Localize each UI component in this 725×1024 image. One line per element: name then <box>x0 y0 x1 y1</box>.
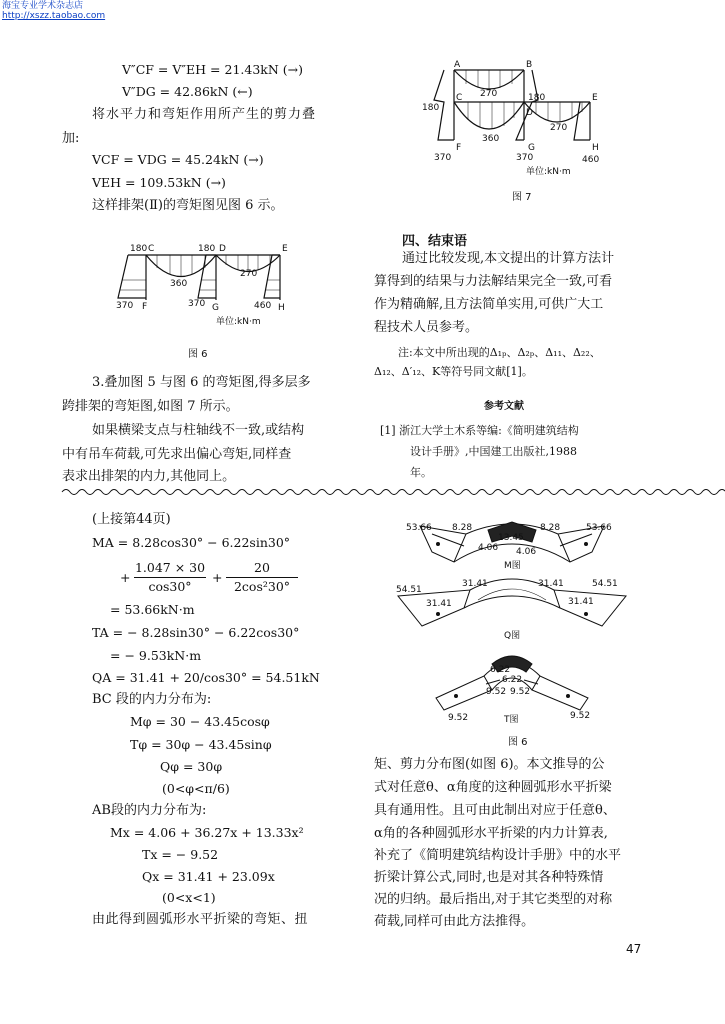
summary-line6: 折梁计算公式,同时,也是对其各种特殊情 <box>374 870 604 885</box>
t-label-9-52-inner-left: 9.52 <box>486 687 507 697</box>
figure-6-caption: 图 6 <box>188 349 208 360</box>
figure-7-unit: 单位:kN·m <box>526 167 571 177</box>
label-460-h: 460 <box>254 301 272 311</box>
figure-7-caption: 图 7 <box>512 192 532 203</box>
equation-qa: QA = 31.41 + 20/cos30° = 54.51kN <box>92 670 320 685</box>
label-node-d: D <box>219 244 226 254</box>
section-divider <box>62 487 660 497</box>
m-marker-left <box>436 542 440 546</box>
paragraph-thus: 由此得到圆弧形水平折梁的弯矩、扭 <box>92 912 309 927</box>
fig7-label-360: 360 <box>482 134 500 144</box>
fig7-node-e: E <box>592 93 598 103</box>
paragraph-superposition-2: 加: <box>62 131 80 146</box>
fraction-2-bar <box>226 577 298 578</box>
reference-1-line3: 年。 <box>410 466 432 479</box>
fig7-label-370-f: 370 <box>434 153 452 163</box>
fig7-label-180-c: 180 <box>422 103 440 113</box>
fig7-label-180-d: 180 <box>528 93 546 103</box>
label-node-g: G <box>212 303 219 313</box>
conclusion-line2: 算得到的结果与力法解结果完全一致,可看 <box>374 274 613 289</box>
t-label-6-22-mid: 6.22 <box>502 675 523 685</box>
label-node-e: E <box>282 244 288 254</box>
label-370-f: 370 <box>116 301 134 311</box>
equation-ta-result: = − 9.53kN·m <box>110 648 202 663</box>
equation-vdg: V″DG = 42.86kN (←) <box>122 84 253 99</box>
fig7-node-h: H <box>592 143 599 153</box>
page-number: 47 <box>626 942 642 956</box>
fig7-node-a: A <box>454 60 461 70</box>
moment-column-dg <box>198 255 216 298</box>
paragraph-superposition-1: 将水平力和弯矩作用所产生的剪力叠 <box>92 107 317 122</box>
equation-tphi: Tφ = 30φ − 43.45sinφ <box>130 737 272 752</box>
reference-1-line2: 设计手册》,中国建工出版社,1988 <box>410 445 577 458</box>
summary-line8: 荷载,同样可由此方法推得。 <box>374 914 535 929</box>
paragraph-eccentric-2: 中有吊车荷载,可先求出偏心弯矩,同样查 <box>62 447 292 462</box>
fig7-label-460-h: 460 <box>582 155 600 165</box>
step-3-line2: 跨排架的弯矩图,如图 7 所示。 <box>62 399 239 414</box>
summary-line3: 具有通用性。且可由此制出对应于任意θ、 <box>374 803 616 818</box>
label-node-h: H <box>278 303 285 313</box>
q-diagram-caption: Q图 <box>504 631 521 641</box>
label-180-d: 180 <box>198 244 216 254</box>
note-line1: 注:本文中所出现的Δ₁ₚ、Δ₂ₚ、Δ₁₁、Δ₂₂、 <box>398 346 601 359</box>
q-label-54-51-left: 54.51 <box>396 585 422 595</box>
moment-column-eh <box>264 255 280 298</box>
summary-line2: 式对任意θ、α角度的这种圆弧形水平折梁 <box>374 780 612 795</box>
equation-qphi: Qφ = 30φ <box>160 759 223 774</box>
paragraph-eccentric-1: 如果横梁支点与柱轴线不一致,或结构 <box>92 423 305 438</box>
label-node-c: C <box>148 244 155 254</box>
q-label-31-41-right: 31.41 <box>568 597 594 607</box>
equation-qx: Qx = 31.41 + 23.09x <box>142 869 275 884</box>
q-label-31-41-top-right: 31.41 <box>538 579 564 589</box>
q-marker-right <box>584 612 588 616</box>
segment-ab-heading: AB段的内力分布为: <box>92 803 207 818</box>
equation-plus-sign-2: + <box>212 570 223 585</box>
range-x: (0<x<1) <box>162 890 216 905</box>
equation-ma-result: = 53.66kN·m <box>110 602 195 617</box>
label-180-c: 180 <box>130 244 148 254</box>
t-label-6-22-top: 6.22 <box>490 665 511 675</box>
watermark-line2: http://xszz.taobao.com <box>2 11 106 21</box>
q-label-31-41-left: 31.41 <box>426 599 452 609</box>
fig7-label-270-de: 270 <box>550 123 568 133</box>
conclusion-line1: 通过比较发现,本文提出的计算方法计 <box>402 251 615 266</box>
q-marker-left <box>436 612 440 616</box>
fraction-1-numerator: 1.047 × 30 <box>134 560 206 575</box>
m-label-4-06-left: 4.06 <box>478 543 499 553</box>
summary-line7: 况的归纳。最后指出,对于其它类型的对称 <box>374 892 613 907</box>
equation-ta: TA = − 8.28sin30° − 6.22cos30° <box>92 625 300 640</box>
moment-column-cf <box>118 255 146 298</box>
equation-ma: MA = 8.28cos30° − 6.22sin30° <box>92 535 291 550</box>
m-label-13-45: 13.45 <box>498 533 524 543</box>
fig7-label-370-g: 370 <box>516 153 534 163</box>
conclusion-line3: 作为精确解,且方法简单实用,可供广大工 <box>374 297 604 312</box>
t-label-9-52-inner-right: 9.52 <box>510 687 531 697</box>
fraction-1-bar <box>134 577 206 578</box>
references-heading: 参考文献 <box>484 401 524 412</box>
t-diagram-caption: T图 <box>504 715 519 725</box>
watermark-line1: 海宝专业学术杂志店 <box>2 1 84 11</box>
continued-from: (上接第44页) <box>92 512 171 527</box>
fraction-2-denominator: 2cos²30° <box>233 579 291 594</box>
segment-bc-heading: BC 段的内力分布为: <box>92 692 212 707</box>
figure-6-mqt-diagrams <box>392 512 632 742</box>
m-label-8-28-right: 8.28 <box>540 523 561 533</box>
conclusion-heading: 四、结束语 <box>402 234 468 249</box>
range-phi: (0<φ<π/6) <box>162 781 230 796</box>
summary-line4: α角的各种圆弧形水平折梁的内力计算表, <box>374 826 608 841</box>
summary-line1: 矩、剪力分布图(如图 6)。本文推导的公 <box>374 757 605 772</box>
equation-veh-sum: VEH = 109.53kN (→) <box>92 175 226 190</box>
figure-6-unit: 单位:kN·m <box>216 317 261 327</box>
label-node-f: F <box>142 302 148 312</box>
reference-1-line1: [1] 浙江大学土木系等编:《简明建筑结构 <box>380 424 579 437</box>
fig7-node-g: G <box>528 143 535 153</box>
step-3-line1: 3.叠加图 5 与图 6 的弯矩图,得多层多 <box>92 375 311 390</box>
m-label-8-28-left: 8.28 <box>452 523 473 533</box>
m-label-4-06-right: 4.06 <box>516 547 537 557</box>
label-370-g: 370 <box>188 299 206 309</box>
figure-6-frame-moment <box>112 240 312 332</box>
summary-line5: 补充了《简明建筑结构设计手册》中的水平 <box>374 848 622 863</box>
figure-6-mqt-caption: 图 6 <box>508 737 528 748</box>
t-marker-right <box>566 694 570 698</box>
fraction-1-denominator: cos30° <box>148 579 192 594</box>
t-label-9-52-left: 9.52 <box>448 713 469 723</box>
figure-7-multistory-moment <box>420 60 620 182</box>
equation-tx: Tx = − 9.52 <box>142 847 219 862</box>
fig7-node-c: C <box>456 93 463 103</box>
m-diagram-caption: M图 <box>504 561 521 571</box>
equation-vcf-veh: V″CF = V″EH = 21.43kN (→) <box>122 62 303 77</box>
label-360: 360 <box>170 279 188 289</box>
fig7-node-b: B <box>526 60 533 70</box>
equation-mx: Mx = 4.06 + 36.27x + 13.33x² <box>110 825 304 840</box>
note-line2: Δ₁₂、Δ′₁₂、K等符号同文献[1]。 <box>374 365 533 378</box>
m-label-53-66-left: 53.66 <box>406 523 432 533</box>
paragraph-eccentric-3: 表求出排架的内力,其他同上。 <box>62 469 236 484</box>
q-label-31-41-top-left: 31.41 <box>462 579 488 589</box>
watermark <box>2 1 105 21</box>
fig7-node-f: F <box>456 143 462 153</box>
equation-mphi: Mφ = 30 − 43.45cosφ <box>130 714 270 729</box>
fig7-node-d: D <box>526 108 533 118</box>
paragraph-frame-ii: 这样排架(Ⅱ)的弯矩图见图 6 示。 <box>92 198 284 213</box>
fig7-label-270-ab: 270 <box>480 89 498 99</box>
equation-vcf-vdg-sum: VCF = VDG = 45.24kN (→) <box>92 152 264 167</box>
equation-plus-sign: + <box>120 570 131 585</box>
m-label-53-66-right: 53.66 <box>586 523 612 533</box>
q-label-54-51-right: 54.51 <box>592 579 618 589</box>
fraction-2-numerator: 20 <box>254 560 270 575</box>
m-marker-right <box>584 542 588 546</box>
t-marker-left <box>454 694 458 698</box>
label-270: 270 <box>240 269 258 279</box>
conclusion-line4: 程技术人员参考。 <box>374 320 479 335</box>
t-label-9-52-right: 9.52 <box>570 711 591 721</box>
